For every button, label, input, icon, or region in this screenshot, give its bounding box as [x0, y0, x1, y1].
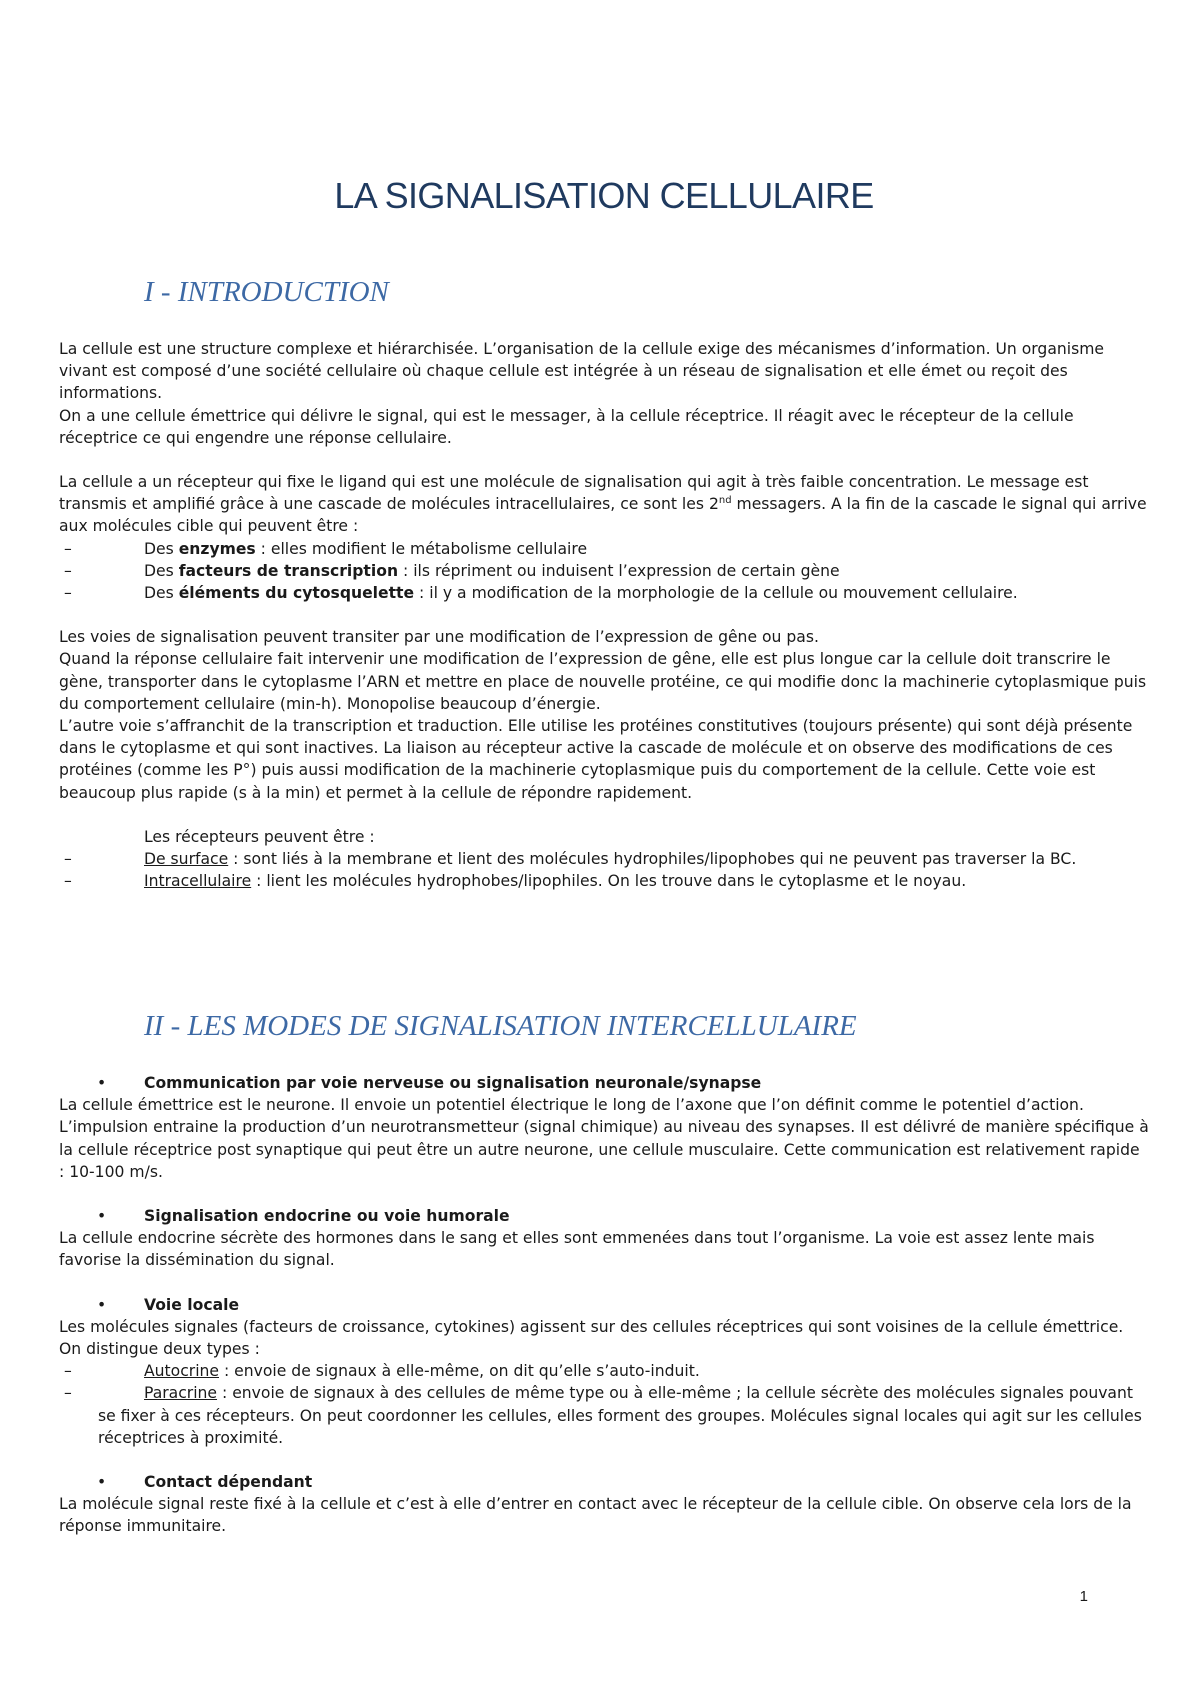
- paragraph: La molécule signal reste fixé à la cellule et c’est à elle d’entrer en contact avec le récepteur de la cellule cible. On observe cela lors de la réponse immunitaire.: [59, 1495, 1132, 1536]
- paragraph: L’autre voie s’affranchit de la transcription et traduction. Elle utilise les protéines constitutives (toujours présente) qui sont déjà présente dans le cytoplasme et qui sont inactives. La liaison au récepteur active la cascade de molécule et on observe des modifications de ces protéines (comme les P°) puis aussi modification de la machinerie cytoplasmique puis du comportement de la cellule. Cette voie est beaucoup plus rapide (s à la min) et permet à la cellule de répondre rapidement.: [59, 717, 1133, 802]
- bullet-heading: • Contact dépendant: [59, 1471, 1149, 1493]
- paragraph: Les voies de signalisation peuvent transiter par une modification de l’expression de gêne ou pas.: [59, 628, 819, 647]
- introduction-body: [59, 338, 1149, 892]
- dash-marker: –: [64, 1362, 72, 1381]
- page-number: 1: [1079, 1588, 1088, 1605]
- dash-marker: –: [64, 850, 72, 869]
- bullet-heading: • Signalisation endocrine ou voie humorale: [59, 1205, 1149, 1227]
- list-item: – Paracrine : envoie de signaux à des cellules de même type ou à elle-même ; la cellule sécrète des molécules signales pouvant se fixer à ces récepteurs. On peut coordonner les cellules, elles forment des groupes. Molécules signal locales qui agit sur les cellules réceptrices à proximité.: [64, 1384, 1142, 1447]
- paragraph: La cellule endocrine sécrète des hormones dans le sang et elles sont emmenées dans tout l’organisme. La voie est assez lente mais favorise la dissémination du signal.: [59, 1229, 1095, 1270]
- paragraph: La cellule émettrice est le neurone. Il envoie un potentiel électrique le long de l’axone que l’on définit comme le potentiel d’action. L’impulsion entraine la production d’un neurotransmetteur (signal chimique) au niveau des synapses. Il est délivré de manière spécifique à la cellule réceptrice post synaptique qui peut être un autre neurone, une cellule musculaire. Cette communication est relativement rapide : 10-100 m/s.: [59, 1096, 1149, 1181]
- paragraph: On a une cellule émettrice qui délivre le signal, qui est le messager, à la cellule réceptrice. Il réagit avec le récepteur de la cellule réceptrice ce qui engendre une réponse cellulaire.: [59, 406, 1074, 447]
- list-item: – Des facteurs de transcription : ils répriment ou induisent l’expression de certain gène: [59, 560, 1149, 582]
- bullet-marker: •: [97, 1207, 107, 1226]
- paragraph: La cellule a un récepteur qui fixe le ligand qui est une molécule de signalisation qui agit à très faible concentration. Le message est transmis et amplifié grâce à une cascade de molécules intracellulaires, ce sont les 2nd messagers. A la fin de la cascade le signal qui arrive aux molécules cible qui peuvent être :: [59, 473, 1147, 536]
- list-item: – De surface : sont liés à la membrane et lient des molécules hydrophiles/lipophobes qui ne peuvent pas traverser la BC.: [59, 848, 1149, 870]
- paragraph: Quand la réponse cellulaire fait intervenir une modification de l’expression de gêne, elle est plus longue car la cellule doit transcrire le gène, transporter dans le cytoplasme l’ARN et mettre en place de nouvelle protéine, ce qui modifie donc la machinerie cytoplasmique puis du comportement cellulaire (min-h). Monopolise beaucoup d’énergie.: [59, 650, 1147, 713]
- section-heading-introduction: I - INTRODUCTION: [144, 276, 389, 308]
- bullet-marker: •: [97, 1473, 107, 1492]
- list-item: – Des enzymes : elles modifient le métabolisme cellulaire: [59, 538, 1149, 560]
- paragraph: Les molécules signales (facteurs de croissance, cytokines) agissent sur des cellules réceptrices qui sont voisines de la cellule émettrice. On distingue deux types :: [59, 1317, 1124, 1359]
- dash-marker: –: [64, 872, 72, 891]
- dash-marker: –: [64, 561, 72, 580]
- list-item: – Autocrine : envoie de signaux à elle-même, on dit qu’elle s’auto-induit.: [59, 1360, 1149, 1382]
- dash-marker: –: [64, 1384, 72, 1403]
- list-item: – Des éléments du cytosquelette : il y a modification de la morphologie de la cellule ou mouvement cellulaire.: [59, 582, 1149, 604]
- dash-marker: –: [64, 539, 72, 558]
- bullet-marker: •: [97, 1074, 107, 1092]
- section-heading-modes: II - LES MODES DE SIGNALISATION INTERCELLULAIRE: [144, 1010, 857, 1042]
- dash-marker: –: [64, 584, 72, 603]
- document-title: LA SIGNALISATION CELLULAIRE: [334, 175, 874, 216]
- modes-body: [59, 1072, 1149, 1538]
- list-item: – Intracellulaire : lient les molécules hydrophobes/lipophiles. On les trouve dans le cytoplasme et le noyau.: [59, 870, 1149, 892]
- paragraph: La cellule est une structure complexe et hiérarchisée. L’organisation de la cellule exige des mécanismes d’information. Un organisme vivant est composé d’une société cellulaire où chaque cellule est intégrée à un réseau de signalisation et elle émet ou reçoit des informations.: [59, 340, 1104, 403]
- bullet-heading: • Communication par voie nerveuse ou signalisation neuronale/synapse: [59, 1072, 1149, 1094]
- bullet-marker: •: [97, 1295, 107, 1314]
- bullet-heading: • Voie locale: [59, 1294, 1149, 1316]
- receptors-intro: Les récepteurs peuvent être :: [144, 827, 375, 846]
